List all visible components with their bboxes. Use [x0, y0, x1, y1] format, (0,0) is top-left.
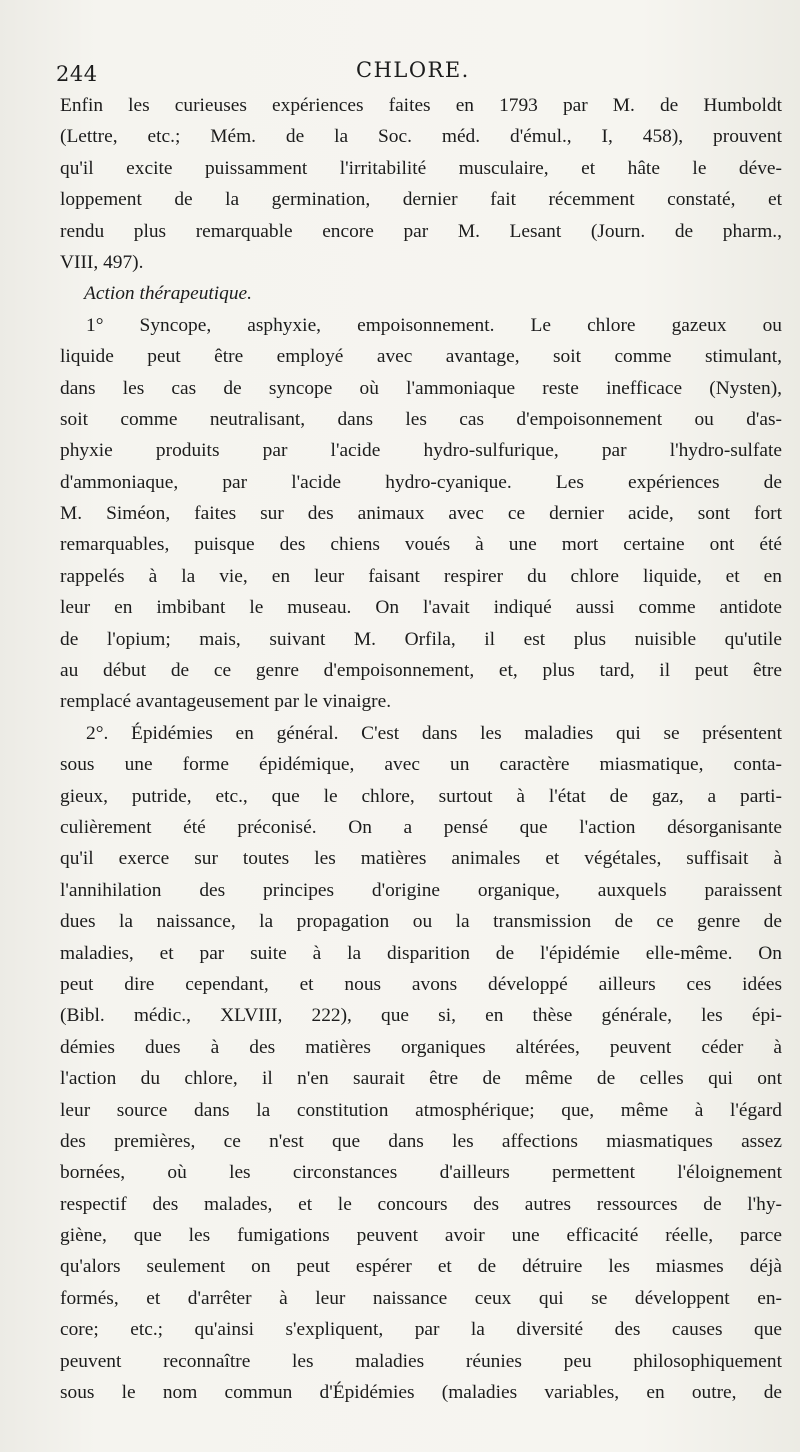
- text-line: respectif des malades, et le concours des autres ressources de l'hy-: [60, 1193, 782, 1215]
- text-line: sous une forme épidémique, avec un caractère miasmatique, conta-: [60, 754, 782, 776]
- text-line: remplacé avantageusement par le vinaigre.: [60, 691, 392, 713]
- text-line: dans les cas de syncope où l'ammoniaque reste inefficace (Nysten),: [60, 377, 782, 399]
- text-line: loppement de la germination, dernier fait récemment constaté, et: [60, 189, 782, 211]
- text-line: bornées, où les circonstances d'ailleurs permettent l'éloignement: [60, 1162, 782, 1184]
- text-line: 1° Syncope, asphyxie, empoisonnement. Le chlore gazeux ou: [86, 314, 782, 336]
- text-line: l'annihilation des principes d'origine organique, auxquels paraissent: [60, 879, 782, 901]
- text-line: l'action du chlore, il n'en saurait être de même de celles qui ont: [60, 1068, 782, 1090]
- text-line: qu'il excite puissamment l'irritabilité musculaire, et hâte le déve-: [60, 157, 782, 179]
- text-line: soit comme neutralisant, dans les cas d'empoisonnement ou d'as-: [60, 408, 782, 430]
- text-line: giène, que les fumigations peuvent avoir une efficacité réelle, parce: [60, 1225, 782, 1247]
- text-line: liquide peut être employé avec avantage, soit comme stimulant,: [60, 346, 782, 368]
- text-line: des premières, ce n'est que dans les affections miasmatiques assez: [60, 1130, 782, 1152]
- text-line: gieux, putride, etc., que le chlore, surtout à l'état de gaz, a parti-: [60, 785, 782, 807]
- text-line: qu'il exerce sur toutes les matières animales et végétales, suffisait à: [60, 848, 782, 870]
- body-text: [60, 90, 782, 1408]
- text-line: phyxie produits par l'acide hydro-sulfurique, par l'hydro-sulfate: [60, 440, 782, 462]
- page-header: [56, 58, 786, 90]
- text-line: au début de ce genre d'empoisonnement, et, plus tard, il peut être: [60, 660, 782, 682]
- text-line: démies dues à des matières organiques altérées, peuvent céder à: [60, 1036, 782, 1058]
- text-line: VIII, 497).: [60, 251, 144, 273]
- text-line: Enfin les curieuses expériences faites en 1793 par M. de Humboldt: [60, 95, 782, 116]
- running-title: CHLORE.: [356, 58, 470, 82]
- text-line: remarquables, puisque des chiens voués à une mort certaine ont été: [60, 534, 782, 556]
- page-number: 244: [56, 62, 98, 86]
- text-line: 2°. Épidémies en général. C'est dans les maladies qui se présentent: [86, 722, 782, 744]
- text-line: leur source dans la constitution atmosphérique; que, même à l'égard: [60, 1099, 782, 1121]
- text-line: d'ammoniaque, par l'acide hydro-cyanique. Les expériences de: [60, 471, 782, 493]
- text-line: M. Siméon, faites sur des animaux avec ce dernier acide, sont fort: [60, 503, 782, 525]
- text-line: de l'opium; mais, suivant M. Orfila, il est plus nuisible qu'utile: [60, 628, 782, 650]
- text-line: rappelés à la vie, en leur faisant respirer du chlore liquide, et en: [60, 565, 782, 587]
- text-line: core; etc.; qu'ainsi s'expliquent, par la diversité des causes que: [60, 1319, 782, 1341]
- text-line: sous le nom commun d'Épidémies (maladies variables, en outre, de: [60, 1382, 782, 1404]
- text-line: qu'alors seulement on peut espérer et de détruire les miasmes déjà: [60, 1256, 782, 1278]
- text-line: formés, et d'arrêter à leur naissance ceux qui se développent en-: [60, 1287, 782, 1309]
- text-line: peuvent reconnaître les maladies réunies peu philosophiquement: [60, 1350, 782, 1372]
- text-line: maladies, et par suite à la disparition de l'épidémie elle-même. On: [60, 942, 782, 964]
- text-line: (Bibl. médic., XLVIII, 222), que si, en thèse générale, les épi-: [60, 1005, 782, 1027]
- text-line: rendu plus remarquable encore par M. Lesant (Journ. de pharm.,: [60, 220, 782, 242]
- text-line: dues la naissance, la propagation ou la transmission de ce genre de: [60, 911, 782, 933]
- text-line: leur en imbibant le museau. On l'avait indiqué aussi comme antidote: [60, 597, 782, 619]
- text-line: peut dire cependant, et nous avons développé ailleurs ces idées: [60, 973, 782, 995]
- text-line: culièrement été préconisé. On a pensé que l'action désorganisante: [60, 816, 782, 838]
- text-line: Action thérapeutique.: [84, 283, 253, 305]
- text-line: (Lettre, etc.; Mém. de la Soc. méd. d'émul., I, 458), prouvent: [60, 126, 782, 148]
